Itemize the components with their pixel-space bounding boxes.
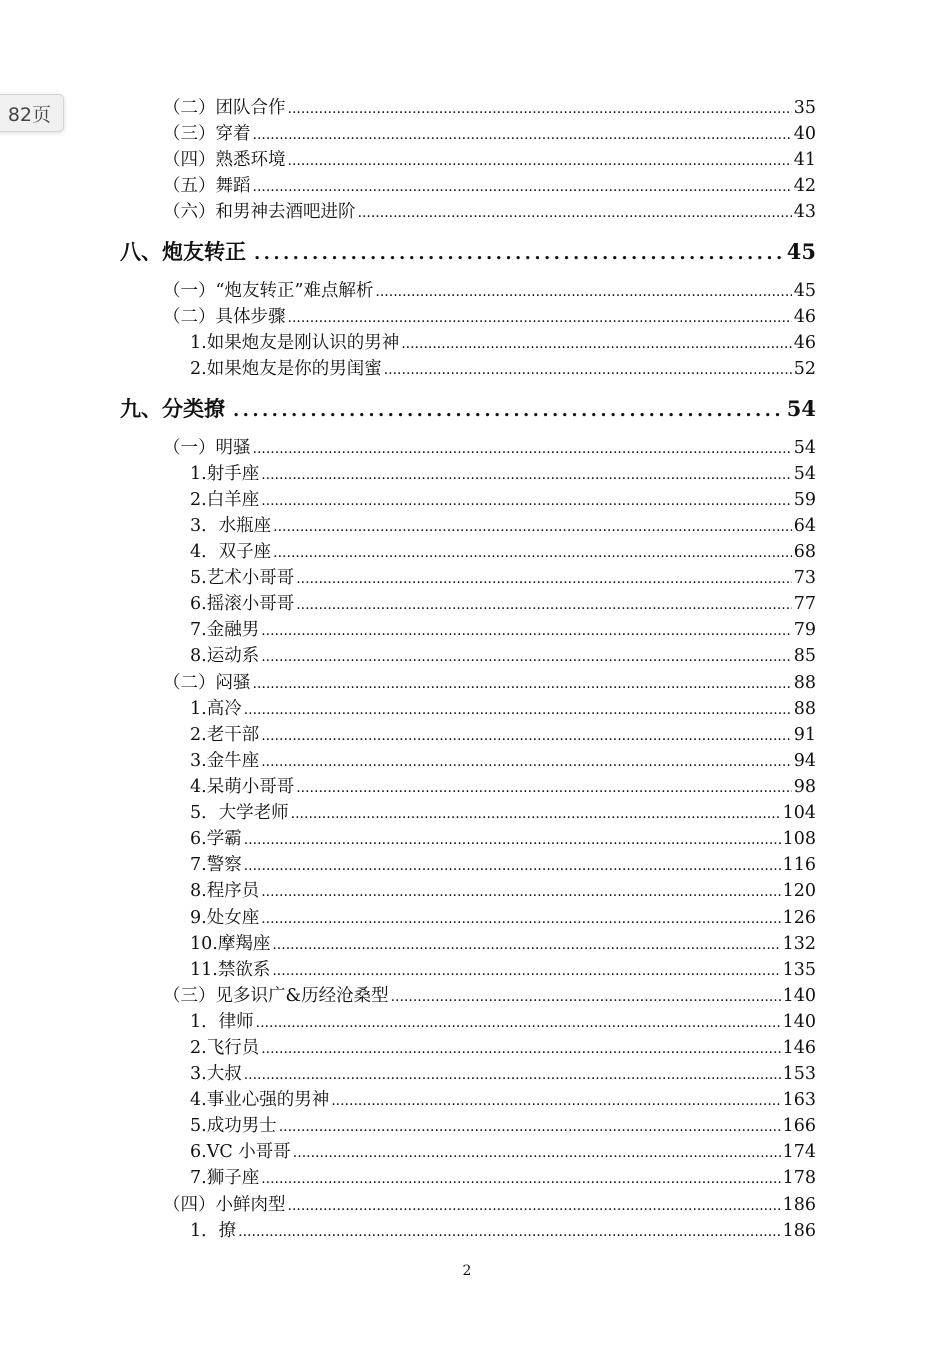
dot-leader bbox=[273, 541, 792, 564]
dot-leader bbox=[288, 1194, 781, 1217]
toc-subsection-entry[interactable] bbox=[190, 462, 816, 486]
toc-entry-label: 10.摩羯座 bbox=[190, 934, 271, 954]
toc-entry-page-number: 64 bbox=[793, 516, 816, 536]
toc-entry-label: （一）明骚 bbox=[163, 438, 251, 458]
toc-entry-page-number: 73 bbox=[793, 568, 816, 588]
toc-entry-label: 1．撩 bbox=[190, 1221, 237, 1241]
toc-entry-page-number: 45 bbox=[786, 239, 816, 264]
toc-subsection-entry[interactable] bbox=[190, 932, 816, 956]
toc-entry-page-number: 46 bbox=[793, 307, 816, 327]
toc-subsection-entry[interactable] bbox=[190, 827, 816, 851]
toc-entry-label: 8.运动系 bbox=[190, 646, 260, 666]
toc-entry-label: 4.呆萌小哥哥 bbox=[190, 777, 295, 797]
toc-entry-label: （四）小鲜肉型 bbox=[163, 1195, 286, 1215]
toc-entry-page-number: 116 bbox=[782, 855, 816, 875]
toc-entry-label: 2.老干部 bbox=[190, 725, 260, 745]
dot-leader bbox=[261, 489, 792, 512]
toc-subsection-entry[interactable] bbox=[190, 1219, 816, 1243]
toc-entry-page-number: 77 bbox=[793, 594, 816, 614]
toc-section-entry[interactable] bbox=[163, 122, 816, 146]
dot-leader bbox=[273, 515, 792, 538]
toc-entry-label: 9.处女座 bbox=[190, 908, 260, 928]
toc-entry-page-number: 54 bbox=[786, 396, 816, 421]
dot-leader bbox=[253, 437, 792, 460]
toc-entry-label: （一）“炮友转正”难点解析 bbox=[163, 281, 374, 301]
toc-entry-label: 3．水瓶座 bbox=[190, 516, 272, 536]
toc-entry-page-number: 104 bbox=[782, 803, 816, 823]
dot-leader bbox=[261, 880, 780, 903]
toc-section-entry[interactable] bbox=[163, 436, 816, 460]
dot-leader bbox=[261, 1167, 780, 1190]
dot-leader bbox=[253, 123, 792, 146]
toc-entry-page-number: 174 bbox=[782, 1142, 816, 1162]
toc-entry-label: 5．大学老师 bbox=[190, 803, 289, 823]
toc-entry-label: 2.飞行员 bbox=[190, 1038, 260, 1058]
toc-chapter-entry[interactable] bbox=[120, 394, 816, 424]
toc-subsection-entry[interactable] bbox=[190, 1088, 816, 1112]
toc-entry-label: 2.白羊座 bbox=[190, 490, 260, 510]
toc-entry-page-number: 140 bbox=[782, 986, 816, 1006]
toc-subsection-entry[interactable] bbox=[190, 1166, 816, 1190]
toc-entry-page-number: 35 bbox=[793, 98, 816, 118]
toc-entry-page-number: 54 bbox=[793, 438, 816, 458]
toc-entry-label: 1.如果炮友是刚认识的男神 bbox=[190, 333, 400, 353]
toc-section-entry[interactable] bbox=[163, 984, 816, 1008]
toc-subsection-entry[interactable] bbox=[190, 749, 816, 773]
toc-entry-label: （二）闷骚 bbox=[163, 673, 251, 693]
toc-entry-page-number: 42 bbox=[793, 176, 816, 196]
dot-leader bbox=[253, 175, 792, 198]
toc-subsection-entry[interactable] bbox=[190, 1010, 816, 1034]
dot-leader bbox=[244, 698, 792, 721]
dot-leader bbox=[261, 619, 792, 642]
dot-leader bbox=[288, 306, 792, 329]
dot-leader bbox=[288, 97, 792, 120]
toc-entry-label: 6.VC 小哥哥 bbox=[190, 1142, 291, 1162]
toc-entry-page-number: 186 bbox=[782, 1221, 816, 1241]
toc-section-entry[interactable] bbox=[163, 200, 816, 224]
toc-section-entry[interactable] bbox=[163, 1193, 816, 1217]
dot-leader bbox=[279, 1115, 781, 1138]
dot-leader bbox=[254, 239, 783, 267]
toc-subsection-entry[interactable] bbox=[190, 592, 816, 616]
toc-entry-page-number: 88 bbox=[793, 673, 816, 693]
toc-entry-page-number: 108 bbox=[782, 829, 816, 849]
toc-subsection-entry[interactable] bbox=[190, 357, 816, 381]
dot-leader bbox=[238, 1220, 780, 1243]
toc-entry-page-number: 178 bbox=[782, 1168, 816, 1188]
toc-subsection-entry[interactable] bbox=[190, 775, 816, 799]
dot-leader bbox=[261, 750, 792, 773]
toc-entry-page-number: 40 bbox=[793, 124, 816, 144]
dot-leader bbox=[384, 358, 792, 381]
toc-section-entry[interactable] bbox=[163, 148, 816, 172]
dot-leader bbox=[293, 1141, 781, 1164]
toc-entry-label: 6.学霸 bbox=[190, 829, 242, 849]
toc-subsection-entry[interactable] bbox=[190, 801, 816, 825]
toc-entry-page-number: 186 bbox=[782, 1195, 816, 1215]
toc-section-entry[interactable] bbox=[163, 305, 816, 329]
toc-entry-page-number: 45 bbox=[793, 281, 816, 301]
toc-entry-label: 4．双子座 bbox=[190, 542, 272, 562]
toc-entry-label: （三）穿着 bbox=[163, 124, 251, 144]
toc-entry-page-number: 132 bbox=[782, 934, 816, 954]
toc-entry-page-number: 140 bbox=[782, 1012, 816, 1032]
toc-entry-page-number: 98 bbox=[793, 777, 816, 797]
dot-leader bbox=[331, 1089, 780, 1112]
toc-entry-page-number: 166 bbox=[782, 1116, 816, 1136]
toc-entry-label: （三）见多识广&历经沧桑型 bbox=[163, 986, 389, 1006]
toc-entry-label: （二）团队合作 bbox=[163, 98, 286, 118]
toc-chapter-entry[interactable] bbox=[120, 237, 816, 267]
toc-subsection-entry[interactable] bbox=[190, 1062, 816, 1086]
dot-leader bbox=[261, 463, 792, 486]
dot-leader bbox=[253, 672, 792, 695]
toc-subsection-entry[interactable] bbox=[190, 1140, 816, 1164]
toc-entry-label: 九、分类撩 bbox=[120, 396, 225, 421]
toc-entry-page-number: 41 bbox=[793, 150, 816, 170]
toc-entry-label: 5.艺术小哥哥 bbox=[190, 568, 295, 588]
dot-leader bbox=[261, 645, 792, 668]
toc-entry-page-number: 54 bbox=[793, 464, 816, 484]
toc-subsection-entry[interactable] bbox=[190, 331, 816, 355]
dot-leader bbox=[244, 828, 781, 851]
toc-subsection-entry[interactable] bbox=[190, 906, 816, 930]
toc-entry-label: 7.狮子座 bbox=[190, 1168, 260, 1188]
dot-leader bbox=[233, 396, 783, 424]
toc-subsection-entry[interactable] bbox=[190, 723, 816, 747]
toc-entry-page-number: 91 bbox=[793, 725, 816, 745]
dot-leader bbox=[244, 1063, 781, 1086]
toc-entry-label: （二）具体步骤 bbox=[163, 307, 286, 327]
toc-subsection-entry[interactable] bbox=[190, 566, 816, 590]
toc-entry-label: 1．律师 bbox=[190, 1012, 254, 1032]
toc-entry-page-number: 52 bbox=[793, 359, 816, 379]
page-indicator-badge[interactable]: 82页 bbox=[0, 94, 64, 132]
toc-entry-label: （四）熟悉环境 bbox=[163, 150, 286, 170]
toc-entry-page-number: 135 bbox=[782, 960, 816, 980]
toc-subsection-entry[interactable] bbox=[190, 879, 816, 903]
toc-entry-label: 6.摇滚小哥哥 bbox=[190, 594, 295, 614]
toc-subsection-entry[interactable] bbox=[190, 514, 816, 538]
toc-entry-label: 3.金牛座 bbox=[190, 751, 260, 771]
toc-entry-label: 2.如果炮友是你的男闺蜜 bbox=[190, 359, 382, 379]
dot-leader bbox=[391, 985, 781, 1008]
toc-entry-page-number: 85 bbox=[793, 646, 816, 666]
toc-entry-label: （五）舞蹈 bbox=[163, 176, 251, 196]
dot-leader bbox=[261, 907, 780, 930]
dot-leader bbox=[261, 724, 792, 747]
toc-section-entry[interactable] bbox=[163, 96, 816, 120]
dot-leader bbox=[296, 776, 792, 799]
dot-leader bbox=[288, 149, 792, 172]
toc-entry-label: 1.射手座 bbox=[190, 464, 260, 484]
toc-subsection-entry[interactable] bbox=[190, 697, 816, 721]
dot-leader bbox=[272, 933, 780, 956]
toc-entry-label: 11.禁欲系 bbox=[190, 960, 271, 980]
dot-leader bbox=[401, 332, 792, 355]
toc-section-entry[interactable] bbox=[163, 279, 816, 303]
dot-leader bbox=[244, 854, 781, 877]
toc-entry-page-number: 120 bbox=[782, 881, 816, 901]
toc-entry-page-number: 163 bbox=[782, 1090, 816, 1110]
toc-subsection-entry[interactable] bbox=[190, 618, 816, 642]
dot-leader bbox=[296, 567, 792, 590]
toc-entry-page-number: 59 bbox=[793, 490, 816, 510]
toc-entry-label: 7.警察 bbox=[190, 855, 242, 875]
toc-entry-label: 1.高冷 bbox=[190, 699, 242, 719]
toc-entry-label: 8.程序员 bbox=[190, 881, 260, 901]
toc-entry-label: 5.成功男士 bbox=[190, 1116, 277, 1136]
dot-leader bbox=[291, 802, 781, 825]
toc-section-entry[interactable] bbox=[163, 671, 816, 695]
dot-leader bbox=[261, 1037, 780, 1060]
toc-entry-page-number: 153 bbox=[782, 1064, 816, 1084]
toc-entry-page-number: 146 bbox=[782, 1038, 816, 1058]
toc-subsection-entry[interactable] bbox=[190, 488, 816, 512]
dot-leader bbox=[256, 1011, 781, 1034]
toc-entry-label: 八、炮友转正 bbox=[120, 239, 246, 264]
toc-entry-label: （六）和男神去酒吧进阶 bbox=[163, 202, 356, 222]
toc-entry-page-number: 79 bbox=[793, 620, 816, 640]
toc-section-entry[interactable] bbox=[163, 174, 816, 198]
toc-subsection-entry[interactable] bbox=[190, 1114, 816, 1138]
toc-entry-page-number: 43 bbox=[793, 202, 816, 222]
toc-subsection-entry[interactable] bbox=[190, 853, 816, 877]
toc-entry-label: 3.大叔 bbox=[190, 1064, 242, 1084]
toc-subsection-entry[interactable] bbox=[190, 1036, 816, 1060]
dot-leader bbox=[296, 593, 792, 616]
toc-entry-page-number: 68 bbox=[793, 542, 816, 562]
toc-entry-label: 7.金融男 bbox=[190, 620, 260, 640]
dot-leader bbox=[358, 201, 792, 224]
page-number: 2 bbox=[462, 1263, 472, 1279]
toc-entry-page-number: 88 bbox=[793, 699, 816, 719]
toc-entry-page-number: 94 bbox=[793, 751, 816, 771]
toc-entry-page-number: 126 bbox=[782, 908, 816, 928]
toc-subsection-entry[interactable] bbox=[190, 958, 816, 982]
toc-entry-label: 4.事业心强的男神 bbox=[190, 1090, 330, 1110]
dot-leader bbox=[272, 959, 780, 982]
toc-subsection-entry[interactable] bbox=[190, 644, 816, 668]
toc-subsection-entry[interactable] bbox=[190, 540, 816, 564]
dot-leader bbox=[375, 280, 791, 303]
toc-entry-page-number: 46 bbox=[793, 333, 816, 353]
